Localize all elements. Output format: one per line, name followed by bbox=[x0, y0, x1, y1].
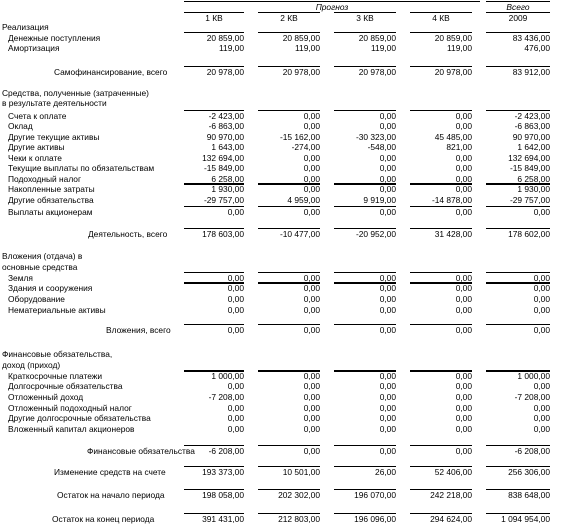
value-cell: 0,00 bbox=[227, 424, 244, 434]
section-heading bbox=[0, 88, 567, 98]
value-cell: 202 302,00 bbox=[278, 490, 320, 500]
column-header-q1: 1 КВ bbox=[205, 13, 223, 23]
section-heading bbox=[0, 360, 567, 370]
value-cell: -6 863,00 bbox=[208, 121, 244, 131]
value-cell: 0,00 bbox=[455, 163, 472, 173]
value-cell: 178 602,00 bbox=[508, 229, 550, 239]
value-cell: 119,00 bbox=[295, 43, 320, 53]
value-cell: 0,00 bbox=[303, 283, 320, 293]
value-cell: 0,00 bbox=[379, 424, 396, 434]
value-cell: 0,00 bbox=[455, 207, 472, 217]
value-cell: 0,00 bbox=[455, 371, 472, 381]
value-cell: 0,00 bbox=[379, 294, 396, 304]
value-cell: 0,00 bbox=[227, 294, 244, 304]
value-cell: 0,00 bbox=[303, 273, 320, 283]
total-row bbox=[0, 229, 567, 239]
table-row bbox=[0, 305, 567, 315]
value-cell: 0,00 bbox=[303, 381, 320, 391]
value-cell: 391 431,00 bbox=[202, 514, 244, 524]
value-cell: 6 258,00 bbox=[211, 174, 244, 184]
table-row bbox=[0, 294, 567, 304]
row-label: Текущие выплаты по обязательствам bbox=[8, 163, 155, 173]
value-cell: 178 603,00 bbox=[202, 229, 244, 239]
value-cell: 0,00 bbox=[303, 163, 320, 173]
value-cell: 294 624,00 bbox=[430, 514, 472, 524]
section-heading bbox=[0, 349, 567, 359]
value-cell: -29 757,00 bbox=[509, 195, 550, 205]
value-cell: -2 423,00 bbox=[514, 111, 550, 121]
value-cell: 0,00 bbox=[303, 153, 320, 163]
value-cell: 119,00 bbox=[371, 43, 396, 53]
table-row bbox=[0, 283, 567, 293]
table-row bbox=[0, 381, 567, 391]
value-cell: 0,00 bbox=[303, 111, 320, 121]
section-heading bbox=[0, 251, 567, 261]
row-label: Реализация bbox=[2, 22, 49, 32]
value-cell: 1 643,00 bbox=[211, 142, 244, 152]
value-cell: 1 094 954,00 bbox=[501, 514, 550, 524]
value-cell: 0,00 bbox=[455, 174, 472, 184]
value-cell: 52 406,00 bbox=[434, 467, 472, 477]
total-row bbox=[0, 325, 567, 335]
value-cell: 0,00 bbox=[455, 294, 472, 304]
value-cell: 4 959,00 bbox=[287, 195, 320, 205]
value-cell: 0,00 bbox=[533, 283, 550, 293]
value-cell: 0,00 bbox=[533, 413, 550, 423]
value-cell: -30 323,00 bbox=[355, 132, 396, 142]
value-cell: 838 648,00 bbox=[508, 490, 550, 500]
value-cell: 0,00 bbox=[533, 403, 550, 413]
value-cell: 0,00 bbox=[303, 371, 320, 381]
value-cell: -6 208,00 bbox=[208, 446, 244, 456]
value-cell: 0,00 bbox=[227, 403, 244, 413]
value-cell: 0,00 bbox=[455, 392, 472, 402]
value-cell: 0,00 bbox=[379, 174, 396, 184]
row-label: Земля bbox=[8, 273, 33, 283]
value-cell: 0,00 bbox=[455, 424, 472, 434]
value-cell: 0,00 bbox=[303, 207, 320, 217]
total-header: Всего bbox=[506, 2, 530, 12]
value-cell: 0,00 bbox=[533, 381, 550, 391]
row-label: Отложенный доход bbox=[8, 392, 84, 402]
value-cell: 0,00 bbox=[455, 446, 472, 456]
value-cell: 0,00 bbox=[303, 325, 320, 335]
value-cell: 0,00 bbox=[455, 273, 472, 283]
row-label: Другие обязательства bbox=[8, 195, 94, 205]
value-cell: 20 859,00 bbox=[206, 33, 244, 43]
column-header-q4: 4 КВ bbox=[432, 13, 450, 23]
row-label: Оборудование bbox=[8, 294, 65, 304]
value-cell: 0,00 bbox=[227, 325, 244, 335]
value-cell: 0,00 bbox=[533, 424, 550, 434]
row-label: Деятельность, всего bbox=[88, 229, 168, 239]
value-cell: 0,00 bbox=[455, 413, 472, 423]
value-cell: 0,00 bbox=[303, 413, 320, 423]
value-cell: -20 952,00 bbox=[355, 229, 396, 239]
value-cell: 119,00 bbox=[219, 43, 244, 53]
row-label: Изменение средств на счете bbox=[54, 467, 166, 477]
value-cell: 20 978,00 bbox=[434, 67, 472, 77]
table-row bbox=[0, 111, 567, 121]
value-cell: 132 694,00 bbox=[202, 153, 244, 163]
table-row bbox=[0, 371, 567, 381]
row-label: Остаток на конец периода bbox=[52, 514, 155, 524]
row-label: Другие долгосрочные обязательства bbox=[8, 413, 151, 423]
row-label: Оклад bbox=[8, 121, 33, 131]
value-cell: 0,00 bbox=[379, 163, 396, 173]
total-row bbox=[0, 514, 567, 524]
value-cell: 0,00 bbox=[303, 174, 320, 184]
value-cell: 1 000,00 bbox=[211, 371, 244, 381]
value-cell: -29 757,00 bbox=[203, 195, 244, 205]
table-row bbox=[0, 33, 567, 43]
value-cell: 90 970,00 bbox=[512, 132, 550, 142]
section-heading bbox=[0, 98, 567, 108]
value-cell: 0,00 bbox=[533, 294, 550, 304]
row-label: Выплаты акционерам bbox=[8, 207, 93, 217]
row-label: Здания и сооружения bbox=[8, 283, 93, 293]
column-header-q2: 2 КВ bbox=[280, 13, 298, 23]
value-cell: 0,00 bbox=[379, 305, 396, 315]
table-row bbox=[0, 142, 567, 152]
value-cell: 20 859,00 bbox=[358, 33, 396, 43]
row-label: в результате деятельности bbox=[2, 98, 107, 108]
row-label: Финансовые обязательства bbox=[87, 446, 195, 456]
value-cell: 0,00 bbox=[533, 325, 550, 335]
value-cell: 0,00 bbox=[379, 153, 396, 163]
value-cell: 0,00 bbox=[379, 403, 396, 413]
total-row bbox=[0, 467, 567, 477]
column-header-year: 2009 bbox=[508, 13, 528, 23]
value-cell: 0,00 bbox=[227, 207, 244, 217]
value-cell: 0,00 bbox=[455, 111, 472, 121]
value-cell: 0,00 bbox=[379, 381, 396, 391]
value-cell: 0,00 bbox=[455, 381, 472, 391]
section-heading bbox=[0, 262, 567, 272]
value-cell: 0,00 bbox=[303, 392, 320, 402]
value-cell: 1 930,00 bbox=[211, 184, 244, 194]
value-cell: 0,00 bbox=[455, 153, 472, 163]
value-cell: 20 859,00 bbox=[434, 33, 472, 43]
value-cell: 83 436,00 bbox=[512, 33, 550, 43]
value-cell: 0,00 bbox=[227, 381, 244, 391]
column-header-q3: 3 КВ bbox=[356, 13, 374, 23]
value-cell: 6 258,00 bbox=[517, 174, 550, 184]
value-cell: 0,00 bbox=[379, 392, 396, 402]
value-cell: 0,00 bbox=[303, 446, 320, 456]
row-label: Счета к оплате bbox=[8, 111, 67, 121]
value-cell: -7 208,00 bbox=[208, 392, 244, 402]
value-cell: 1 000,00 bbox=[517, 371, 550, 381]
row-label: Другие текущие активы bbox=[8, 132, 100, 142]
value-cell: 26,00 bbox=[375, 467, 396, 477]
table-row bbox=[0, 163, 567, 173]
row-label: Долгосрочные обязательства bbox=[8, 381, 123, 391]
value-cell: 0,00 bbox=[379, 325, 396, 335]
value-cell: 0,00 bbox=[303, 424, 320, 434]
row-label: Краткосрочные платежи bbox=[8, 371, 103, 381]
value-cell: 196 070,00 bbox=[354, 490, 396, 500]
row-label: Амортизация bbox=[8, 43, 60, 53]
value-cell: -15 849,00 bbox=[203, 163, 244, 173]
table-row bbox=[0, 153, 567, 163]
value-cell: -15 849,00 bbox=[509, 163, 550, 173]
value-cell: 242 218,00 bbox=[430, 490, 472, 500]
value-cell: 212 803,00 bbox=[278, 514, 320, 524]
value-cell: 45 485,00 bbox=[434, 132, 472, 142]
table-row bbox=[0, 207, 567, 217]
value-cell: 198 058,00 bbox=[202, 490, 244, 500]
row-label: Вложенный капитал акционеров bbox=[8, 424, 135, 434]
row-label: Денежные поступления bbox=[8, 33, 101, 43]
value-cell: -7 208,00 bbox=[514, 392, 550, 402]
table-row bbox=[0, 132, 567, 142]
value-cell: 0,00 bbox=[303, 121, 320, 131]
value-cell: 256 306,00 bbox=[508, 467, 550, 477]
value-cell: -6 208,00 bbox=[514, 446, 550, 456]
table-row bbox=[0, 184, 567, 194]
row-label: Самофинансирование, всего bbox=[54, 67, 168, 77]
value-cell: 0,00 bbox=[533, 207, 550, 217]
row-label: Другие активы bbox=[8, 142, 65, 152]
value-cell: 0,00 bbox=[533, 305, 550, 315]
value-cell: -6 863,00 bbox=[514, 121, 550, 131]
row-label: Остаток на начало периода bbox=[57, 490, 165, 500]
value-cell: 0,00 bbox=[455, 325, 472, 335]
value-cell: 821,00 bbox=[446, 142, 472, 152]
value-cell: 1 642,00 bbox=[517, 142, 550, 152]
row-label: основные средства bbox=[2, 262, 78, 272]
value-cell: 0,00 bbox=[455, 403, 472, 413]
row-label: Отложенный подоходный налог bbox=[8, 403, 132, 413]
value-cell: 0,00 bbox=[379, 413, 396, 423]
row-label: доход (приход) bbox=[2, 360, 61, 370]
value-cell: -14 878,00 bbox=[431, 195, 472, 205]
value-cell: -15 162,00 bbox=[279, 132, 320, 142]
forecast-header: Прогноз bbox=[315, 2, 349, 12]
value-cell: 0,00 bbox=[379, 371, 396, 381]
value-cell: 1 930,00 bbox=[517, 184, 550, 194]
value-cell: 9 919,00 bbox=[363, 195, 396, 205]
value-cell: 0,00 bbox=[303, 305, 320, 315]
value-cell: 31 428,00 bbox=[434, 229, 472, 239]
row-label: Вложения (отдача) в bbox=[2, 251, 83, 261]
row-label: Финансовые обязательства, bbox=[2, 349, 113, 359]
value-cell: 0,00 bbox=[455, 305, 472, 315]
total-row bbox=[0, 67, 567, 77]
value-cell: 132 694,00 bbox=[508, 153, 550, 163]
table-row bbox=[0, 195, 567, 205]
value-cell: 20 978,00 bbox=[282, 67, 320, 77]
row-label: Накопленные затраты bbox=[8, 184, 95, 194]
value-cell: 193 373,00 bbox=[202, 467, 244, 477]
value-cell: 0,00 bbox=[227, 273, 244, 283]
value-cell: 196 096,00 bbox=[354, 514, 396, 524]
value-cell: 0,00 bbox=[227, 283, 244, 293]
value-cell: 20 859,00 bbox=[282, 33, 320, 43]
table-row bbox=[0, 392, 567, 402]
value-cell: 476,00 bbox=[524, 43, 550, 53]
table-row bbox=[0, 413, 567, 423]
value-cell: 0,00 bbox=[303, 184, 320, 194]
value-cell: 0,00 bbox=[379, 273, 396, 283]
value-cell: 0,00 bbox=[379, 207, 396, 217]
row-label: Нематериальные активы bbox=[8, 305, 106, 315]
value-cell: 83 912,00 bbox=[512, 67, 550, 77]
value-cell: 119,00 bbox=[447, 43, 472, 53]
row-label: Чеки к оплате bbox=[8, 153, 62, 163]
value-cell: 20 978,00 bbox=[206, 67, 244, 77]
row-label: Вложения, всего bbox=[106, 325, 171, 335]
total-row bbox=[0, 446, 567, 456]
value-cell: 0,00 bbox=[455, 121, 472, 131]
value-cell: 0,00 bbox=[455, 184, 472, 194]
value-cell: -2 423,00 bbox=[208, 111, 244, 121]
total-row bbox=[0, 490, 567, 500]
row-label: Средства, полученные (затраченные) bbox=[2, 88, 149, 98]
value-cell: 0,00 bbox=[379, 111, 396, 121]
value-cell: -10 477,00 bbox=[279, 229, 320, 239]
value-cell: 0,00 bbox=[455, 283, 472, 293]
value-cell: 0,00 bbox=[227, 305, 244, 315]
value-cell: -274,00 bbox=[291, 142, 320, 152]
value-cell: 0,00 bbox=[379, 184, 396, 194]
value-cell: 0,00 bbox=[303, 294, 320, 304]
value-cell: 0,00 bbox=[227, 413, 244, 423]
value-cell: 20 978,00 bbox=[358, 67, 396, 77]
value-cell: 0,00 bbox=[533, 273, 550, 283]
table-row bbox=[0, 43, 567, 53]
value-cell: -548,00 bbox=[367, 142, 396, 152]
table-row bbox=[0, 403, 567, 413]
value-cell: 0,00 bbox=[379, 121, 396, 131]
row-label: Подоходный налог bbox=[8, 174, 82, 184]
value-cell: 0,00 bbox=[303, 403, 320, 413]
table-row bbox=[0, 121, 567, 131]
value-cell: 90 970,00 bbox=[206, 132, 244, 142]
value-cell: 0,00 bbox=[379, 446, 396, 456]
value-cell: 0,00 bbox=[379, 283, 396, 293]
value-cell: 10 501,00 bbox=[282, 467, 320, 477]
section-heading bbox=[0, 22, 567, 32]
table-row bbox=[0, 424, 567, 434]
